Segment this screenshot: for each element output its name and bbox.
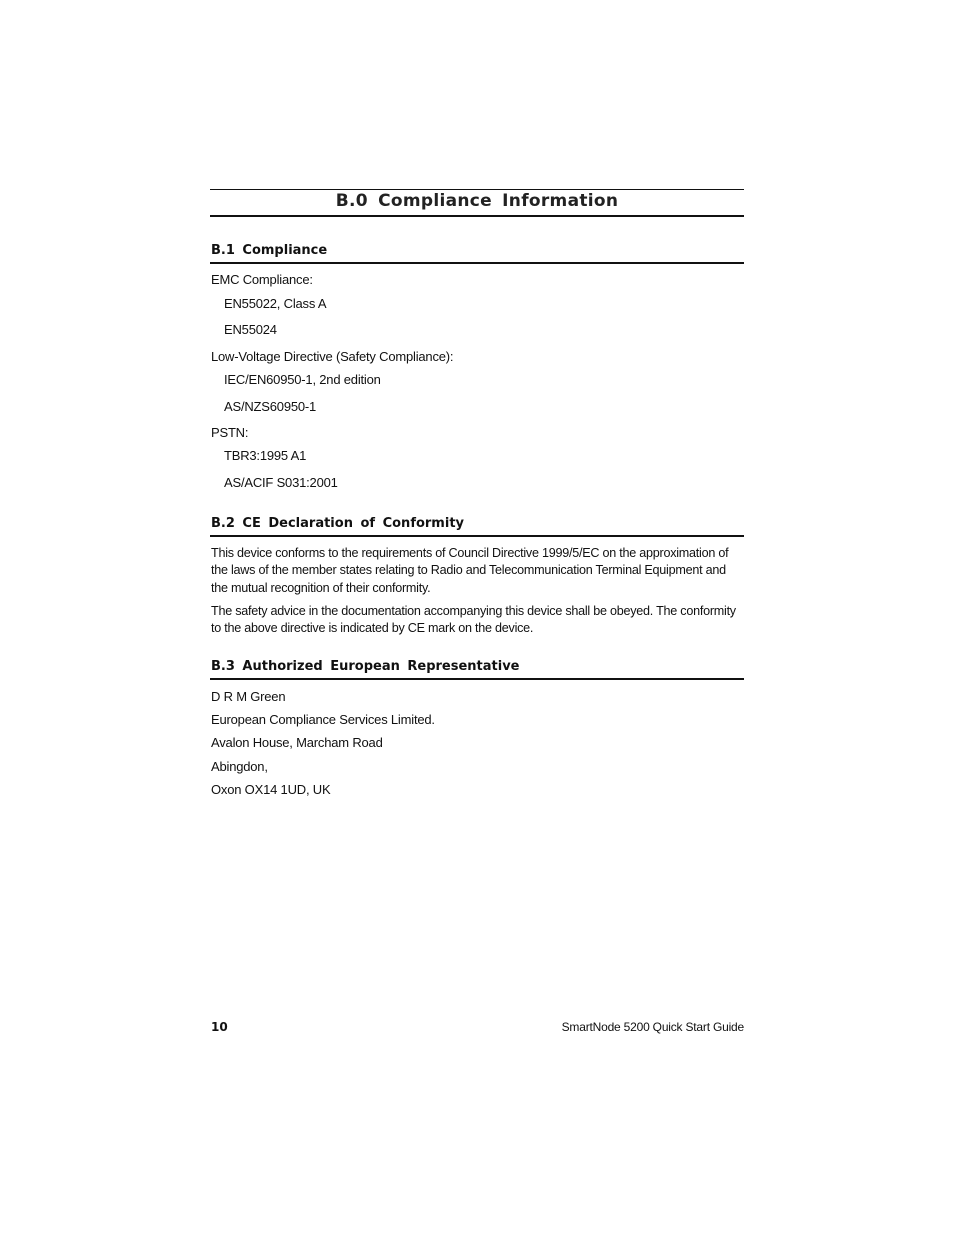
- section-heading: B.2 CE Declaration of Conformity: [210, 515, 744, 537]
- guide-title: SmartNode 5200 Quick Start Guide: [561, 1020, 744, 1034]
- ce-paragraph: This device conforms to the requirements of Council Directive 1999/5/EC on the approximation of the laws of the member states relating to Radio and Telecommunication Terminal Equipment and the mutual recognition of their conformity.: [211, 546, 729, 595]
- address-line: Abingdon,: [211, 759, 268, 774]
- section-ce-heading: [210, 515, 744, 537]
- page-number: 10: [211, 1020, 228, 1034]
- ce-paragraph: The safety advice in the documentation accompanying this device shall be obeyed. The conformity to the above directive is indicated by CE mark on the device.: [211, 604, 736, 636]
- pstn-label: PSTN:: [211, 425, 249, 440]
- lvd-item: AS/NZS60950-1: [224, 399, 317, 414]
- section-compliance-heading: [210, 242, 744, 264]
- pstn-item: AS/ACIF S031:2001: [224, 475, 338, 490]
- emc-item: EN55022, Class A: [224, 296, 327, 311]
- lvd-label: Low-Voltage Directive (Safety Compliance):: [211, 349, 454, 364]
- section-heading: B.3 Authorized European Representative: [210, 658, 744, 680]
- emc-label: EMC Compliance:: [211, 272, 313, 287]
- section-heading: B.1 Compliance: [210, 242, 744, 264]
- address-line: Oxon OX14 1UD, UK: [211, 782, 331, 797]
- address-line: D R M Green: [211, 689, 286, 704]
- document-page: [210, 0, 744, 1235]
- pstn-item: TBR3:1995 A1: [224, 448, 307, 463]
- address-line: European Compliance Services Limited.: [211, 712, 435, 727]
- address-line: Avalon House, Marcham Road: [211, 735, 383, 750]
- lvd-item: IEC/EN60950-1, 2nd edition: [224, 372, 381, 387]
- section-representative-heading: [210, 658, 744, 680]
- chapter-title: B.0 Compliance Information: [210, 189, 744, 217]
- emc-item: EN55024: [224, 322, 277, 337]
